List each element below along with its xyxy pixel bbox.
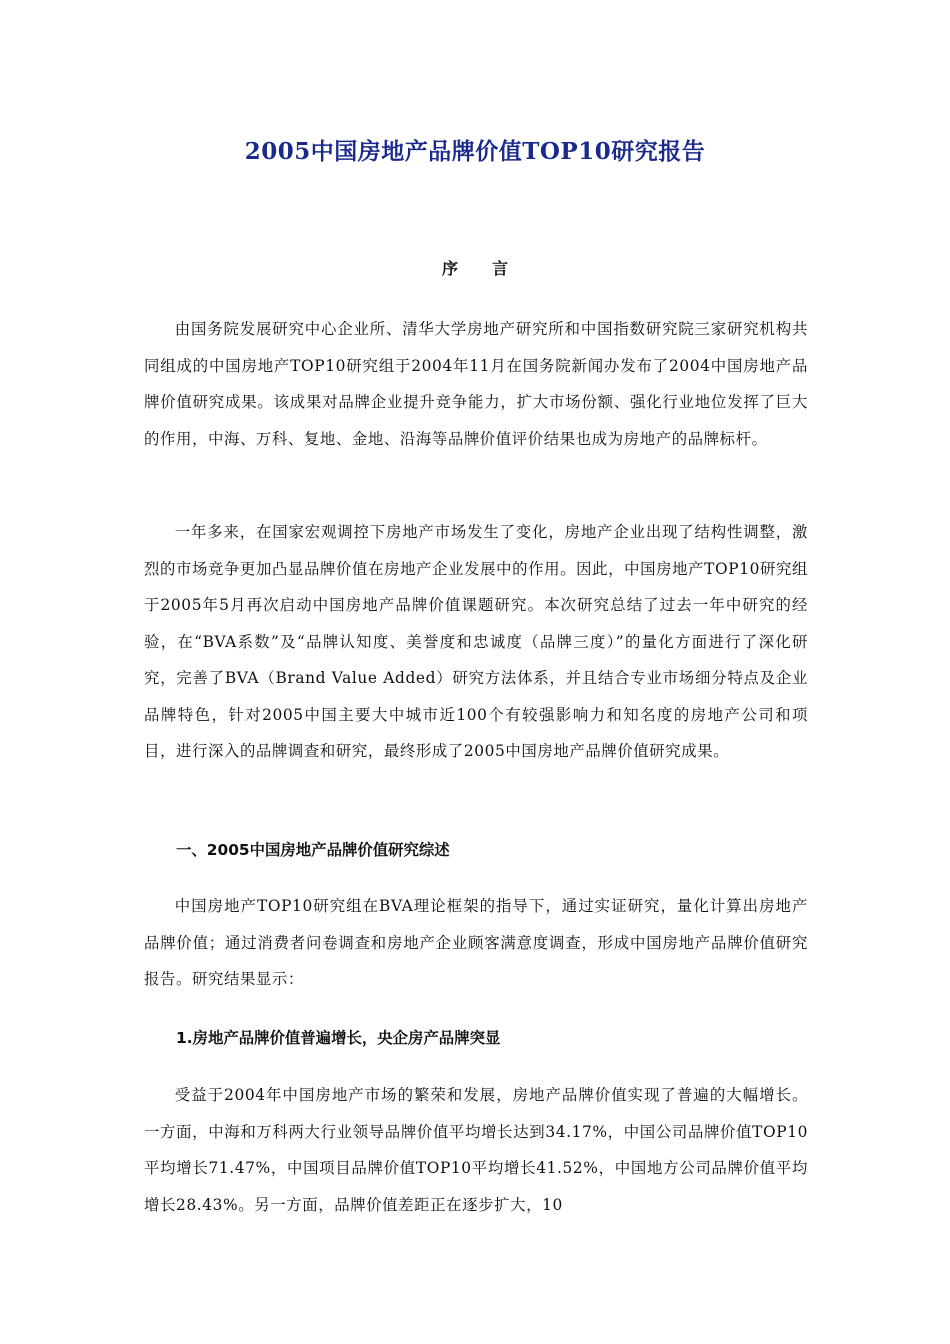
preface-char-2: 言 <box>492 259 509 278</box>
preface-heading <box>0 255 950 283</box>
preface-char-1: 序 <box>441 259 458 278</box>
section-heading-overview: 一、2005中国房地产品牌价值研究综述 <box>176 841 450 859</box>
paragraph-overview: 中国房地产TOP10研究组在BVA理论框架的指导下，通过实证研究，量化计算出房地产品牌价值；通过消费者问卷调查和房地产企业顾客满意度调查，形成中国房地产品牌价值研究报告。研究结果显示： <box>144 897 808 988</box>
document-title: 2005中国房地产品牌价值TOP10研究报告 <box>244 138 706 165</box>
paragraph-intro: 由国务院发展研究中心企业所、清华大学房地产研究所和中国指数研究院三家研究机构共同组成的中国房地产TOP10研究组于2004年11月在国务院新闻办发布了2004中国房地产品牌价值研究成果。该成果对品牌企业提升竞争能力，扩大市场份额、强化行业地位发挥了巨大的作用，中海、万科、复地、金地、沿海等品牌价值评价结果也成为房地产的品牌标杆。 <box>144 320 808 448</box>
paragraph-growth: 受益于2004年中国房地产市场的繁荣和发展，房地产品牌价值实现了普遍的大幅增长。一方面，中海和万科两大行业领导品牌价值平均增长达到34.17%，中国公司品牌价值TOP10平均增长71.47%，中国项目品牌价值TOP10平均增长41.52%，中国地方公司品牌价值平均增长28.43%。另一方面，品牌价值差距正在逐步扩大，10 <box>144 1086 808 1214</box>
subsection-heading-growth: 1.房地产品牌价值普遍增长，央企房产品牌突显 <box>176 1029 501 1047</box>
paragraph-background: 一年多来，在国家宏观调控下房地产市场发生了变化，房地产企业出现了结构性调整，激烈的市场竞争更加凸显品牌价值在房地产企业发展中的作用。因此，中国房地产TOP10研究组于2005年5月再次启动中国房地产品牌价值课题研究。本次研究总结了过去一年中研究的经验，在“BVA系数”及“品牌认知度、美誉度和忠诚度（品牌三度）”的量化方面进行了深化研究，完善了BVA（Brand Value Added）研究方法体系，并且结合专业市场细分特点及企业品牌特色，针对2005中国主要大中城市近100个有较强影响力和知名度的房地产公司和项目，进行深入的品牌调查和研究，最终形成了2005中国房地产品牌价值研究成果。 <box>144 523 808 760</box>
